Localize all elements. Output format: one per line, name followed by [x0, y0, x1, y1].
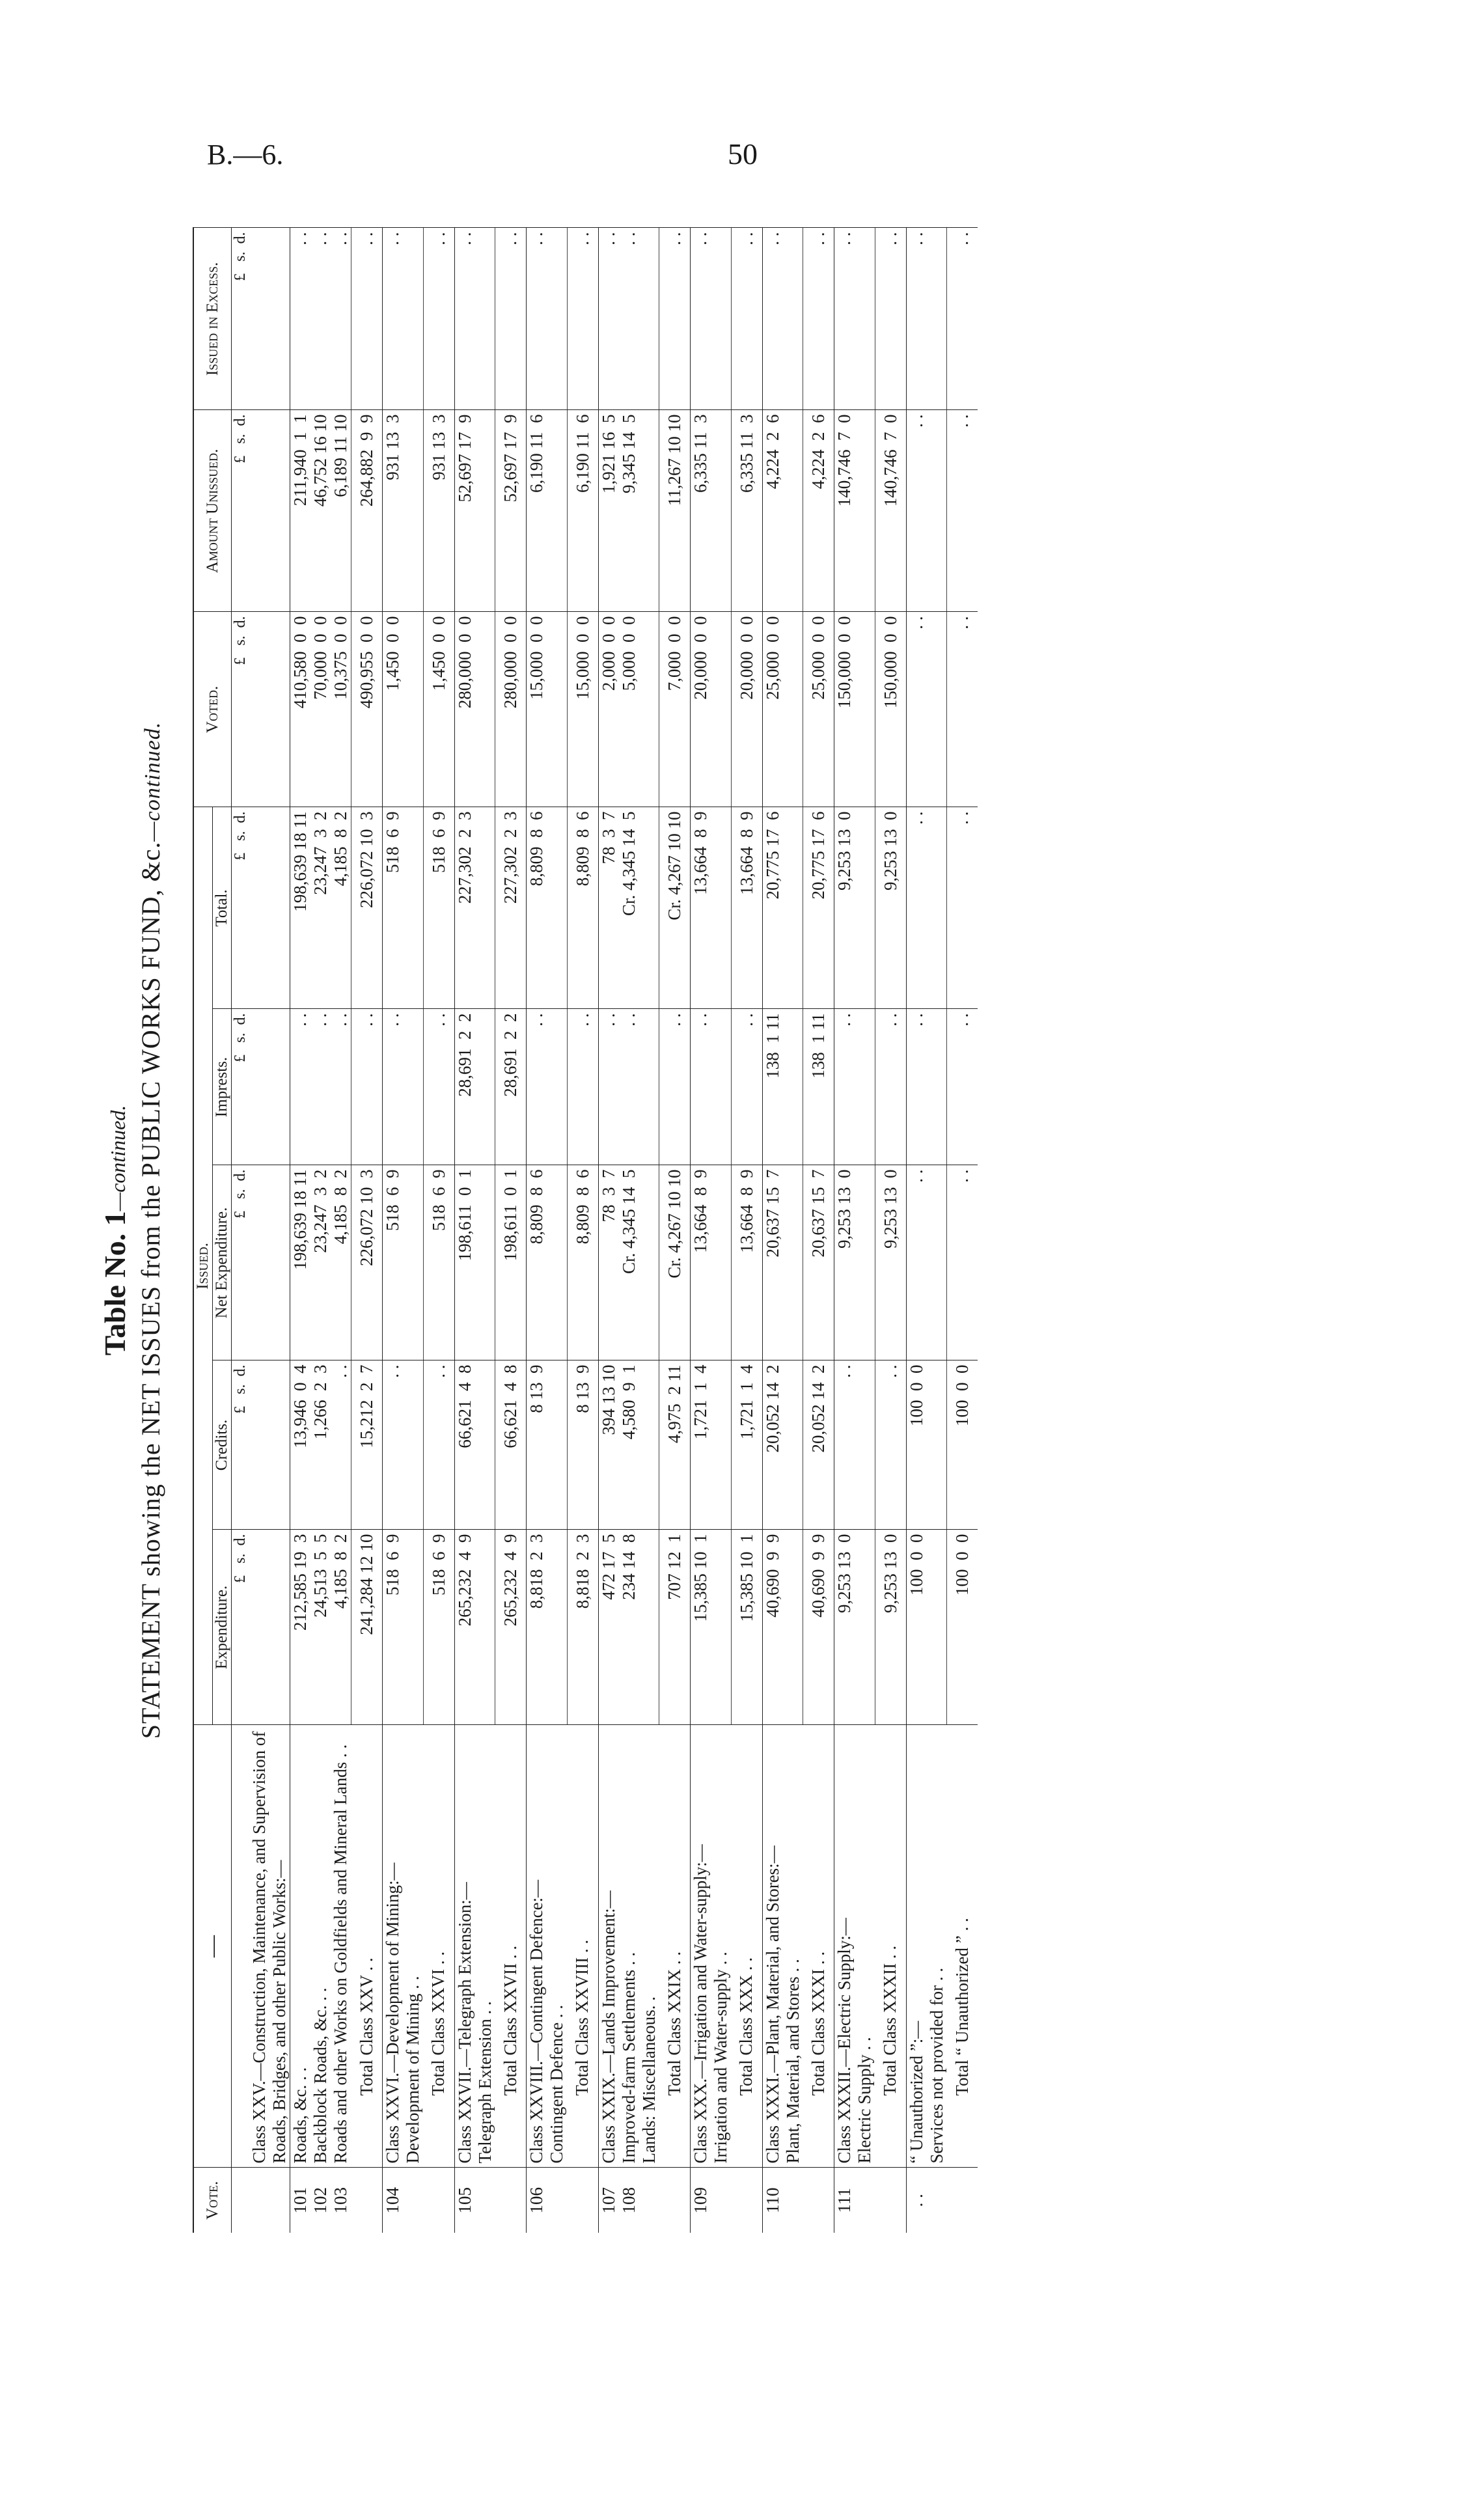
un-cell: 1,921 16 5 9,345 14 5	[598, 410, 659, 612]
exp-cell: 15,385 10 1	[731, 1530, 762, 1725]
vote-cell: 111	[834, 2168, 875, 2233]
col-credits: Credits.	[213, 1360, 232, 1530]
units-label: £ s. d.	[232, 612, 250, 807]
net-cell: 8,809 8 6	[527, 1165, 568, 1360]
col-excess: Issued in Excess.	[193, 228, 232, 410]
vote-cell	[659, 2168, 691, 2233]
ex-cell: . .	[691, 228, 732, 410]
exp-cell: 518 6 9	[383, 1530, 424, 1725]
description-cell: Class XXXII.—Electric Supply:— Electric Supply . .	[834, 1725, 875, 2168]
exp-cell: 265,232 4 9	[495, 1530, 527, 1725]
vote-cell	[731, 2168, 762, 2233]
exp-cell: 8,818 2 3	[527, 1530, 568, 1725]
ex-cell: . .	[351, 228, 383, 410]
description-cell: Total Class XXVI . .	[423, 1725, 454, 2168]
tot-cell: 9,253 13 0	[834, 807, 875, 1009]
net-cell: 198,611 0 1	[454, 1165, 495, 1360]
ex-cell: . .	[947, 228, 978, 410]
col-voted: Voted.	[193, 612, 232, 807]
total-row	[659, 228, 691, 2233]
exp-cell: 15,385 10 1	[691, 1530, 732, 1725]
table-title: Table No. 1—continued.	[98, 1105, 131, 1356]
net-cell: 78 3 7 Cr. 4,345 14 5	[598, 1165, 659, 1360]
page-ref: B.—6.	[207, 139, 284, 171]
vote-cell	[947, 2168, 978, 2233]
net-cell: 518 6 9	[383, 1165, 424, 1360]
vote-cell	[875, 2168, 906, 2233]
vot-cell: 20,000 0 0	[731, 612, 762, 807]
description-cell: Total Class XXVII . .	[495, 1725, 527, 2168]
ex-cell: . .	[875, 228, 906, 410]
un-cell: 140,746 7 0	[834, 410, 875, 612]
ex-cell: . . . .	[598, 228, 659, 410]
vot-cell: 150,000 0 0	[875, 612, 906, 807]
col-imprests: Imprests.	[213, 1009, 232, 1165]
net-cell: Cr. 4,267 10 10	[659, 1165, 691, 1360]
table-row	[834, 228, 875, 2233]
un-cell: 6,190 11 6	[527, 410, 568, 612]
un-cell: 6,335 11 3	[691, 410, 732, 612]
net-cell: 8,809 8 6	[567, 1165, 598, 1360]
ex-cell: . .	[803, 228, 834, 410]
vote-cell: 104	[383, 2168, 424, 2233]
un-cell: 931 13 3	[423, 410, 454, 612]
vote-cell	[567, 2168, 598, 2233]
description-cell: Class XXIX.—Lands Improvement:— Improved-farm Settlements . . Lands: Miscellaneous. .	[598, 1725, 659, 2168]
un-cell: 52,697 17 9	[454, 410, 495, 612]
imp-cell: . .	[567, 1009, 598, 1165]
total-row	[803, 228, 834, 2233]
description-cell: Roads, &c. . . Backblock Roads, &c. . . Roads and other Works on Goldfields and Mineral Lands . .	[290, 1725, 351, 2168]
tot-cell: 8,809 8 6	[567, 807, 598, 1009]
description-cell: Total Class XXX . .	[731, 1725, 762, 2168]
cred-cell: 20,052 14 2	[803, 1360, 834, 1530]
tot-cell: 518 6 9	[423, 807, 454, 1009]
table-row	[691, 228, 732, 2233]
units-label: £ s. d.	[232, 228, 250, 410]
cred-cell: 1,721 1 4	[731, 1360, 762, 1530]
cred-cell	[249, 1360, 290, 1530]
imp-cell: 28,691 2 2	[454, 1009, 495, 1165]
description-cell: Class XXVI.—Development of Mining:— Development of Mining . .	[383, 1725, 424, 2168]
exp-cell	[249, 1530, 290, 1725]
imp-cell: . .	[906, 1009, 947, 1165]
table-row	[527, 228, 568, 2233]
units-label: £ s. d.	[232, 807, 250, 1009]
net-cell: . .	[947, 1165, 978, 1360]
vot-cell: 1,450 0 0	[423, 612, 454, 807]
units-label: £ s. d.	[232, 1009, 250, 1165]
tot-cell: 518 6 9	[383, 807, 424, 1009]
table-row	[454, 228, 495, 2233]
exp-cell: 9,253 13 0	[834, 1530, 875, 1725]
col-expenditure: Expenditure.	[213, 1530, 232, 1725]
total-row	[875, 228, 906, 2233]
col-vote: Vote.	[193, 2168, 232, 2233]
col-issued: Issued.	[193, 807, 213, 1725]
vot-cell: 25,000 0 0	[762, 612, 803, 807]
vot-cell: 20,000 0 0	[691, 612, 732, 807]
un-cell: 931 13 3	[383, 410, 424, 612]
un-cell: 4,224 2 6	[803, 410, 834, 612]
ex-cell: . .	[383, 228, 424, 410]
ex-cell: . .	[762, 228, 803, 410]
tot-cell: 13,664 8 9	[731, 807, 762, 1009]
table-subtitle: STATEMENT showing the NET ISSUES from the PUBLIC WORKS FUND, &c.—continued.	[136, 721, 165, 1739]
vote-cell: 109	[691, 2168, 732, 2233]
col-unissued: Amount Unissued.	[193, 410, 232, 612]
tot-cell: 78 3 7 Cr. 4,345 14 5	[598, 807, 659, 1009]
vote-cell: 110	[762, 2168, 803, 2233]
exp-cell: 212,585 19 3 24,513 5 5 4,185 8 2	[290, 1530, 351, 1725]
cred-cell: 66,621 4 8	[495, 1360, 527, 1530]
tot-cell	[249, 807, 290, 1009]
exp-cell: 707 12 1	[659, 1530, 691, 1725]
imp-cell: 28,691 2 2	[495, 1009, 527, 1165]
net-cell: 13,664 8 9	[691, 1165, 732, 1360]
imp-cell: 138 1 11	[762, 1009, 803, 1165]
ex-cell: . .	[423, 228, 454, 410]
vote-cell: . .	[906, 2168, 947, 2233]
net-cell: 20,637 15 7	[803, 1165, 834, 1360]
net-cell: 198,611 0 1	[495, 1165, 527, 1360]
description-cell: Total Class XXVIII . .	[567, 1725, 598, 2168]
ex-cell: . . . . . .	[290, 228, 351, 410]
rotated-table-page	[98, 228, 1347, 2233]
ex-cell: . .	[659, 228, 691, 410]
un-cell: 140,746 7 0	[875, 410, 906, 612]
un-cell: 264,882 9 9	[351, 410, 383, 612]
exp-cell: 100 0 0	[947, 1530, 978, 1725]
exp-cell: 40,690 9 9	[762, 1530, 803, 1725]
cred-cell: 4,975 2 11	[659, 1360, 691, 1530]
imp-cell	[249, 1009, 290, 1165]
net-cell	[249, 1165, 290, 1360]
vote-cell: 105	[454, 2168, 495, 2233]
exp-cell: 8,818 2 3	[567, 1530, 598, 1725]
tot-cell: . .	[947, 807, 978, 1009]
units-row	[232, 228, 250, 2233]
un-cell	[249, 410, 290, 612]
imp-cell: . .	[947, 1009, 978, 1165]
un-cell: 11,267 10 10	[659, 410, 691, 612]
description-cell: Total Class XXXII . .	[875, 1725, 906, 2168]
cred-cell: . .	[875, 1360, 906, 1530]
exp-cell: 40,690 9 9	[803, 1530, 834, 1725]
ex-cell: . .	[495, 228, 527, 410]
net-issues-table	[193, 227, 978, 2233]
ex-cell: . .	[454, 228, 495, 410]
net-cell: 9,253 13 0	[875, 1165, 906, 1360]
ex-cell: . .	[906, 228, 947, 410]
imp-cell: . .	[527, 1009, 568, 1165]
exp-cell: 472 17 5 234 14 8	[598, 1530, 659, 1725]
imp-cell: 138 1 11	[803, 1009, 834, 1165]
table-body	[232, 228, 978, 2233]
cred-cell: 100 0 0	[906, 1360, 947, 1530]
vot-cell: 150,000 0 0	[834, 612, 875, 807]
description-cell: Total Class XXIX . .	[659, 1725, 691, 2168]
vote-cell	[351, 2168, 383, 2233]
net-cell: 13,664 8 9	[731, 1165, 762, 1360]
exp-cell: 241,284 12 10	[351, 1530, 383, 1725]
ex-cell	[249, 228, 290, 410]
total-row	[495, 228, 527, 2233]
net-cell: . .	[906, 1165, 947, 1360]
tot-cell: 8,809 8 6	[527, 807, 568, 1009]
cred-cell: . .	[383, 1360, 424, 1530]
col-net-expenditure: Net Expenditure.	[213, 1165, 232, 1360]
cred-cell: 1,721 1 4	[691, 1360, 732, 1530]
imp-cell: . . . . . .	[290, 1009, 351, 1165]
net-cell: 20,637 15 7	[762, 1165, 803, 1360]
tot-cell: 227,302 2 3	[495, 807, 527, 1009]
description-cell: Total “ Unauthorized ” . .	[947, 1725, 978, 2168]
vote-cell	[423, 2168, 454, 2233]
table-row	[762, 228, 803, 2233]
imp-cell: . .	[351, 1009, 383, 1165]
ex-cell: . .	[834, 228, 875, 410]
net-cell: 9,253 13 0	[834, 1165, 875, 1360]
vote-cell: 106	[527, 2168, 568, 2233]
tot-cell: 20,775 17 6	[762, 807, 803, 1009]
description-cell: “ Unauthorized ”:— Services not provided for . .	[906, 1725, 947, 2168]
tot-cell: 13,664 8 9	[691, 807, 732, 1009]
net-cell: 518 6 9	[423, 1165, 454, 1360]
col-total: Total.	[213, 807, 232, 1009]
tot-cell: 20,775 17 6	[803, 807, 834, 1009]
units-label: £ s. d.	[232, 410, 250, 612]
imp-cell: . .	[875, 1009, 906, 1165]
units-label: £ s. d.	[232, 1360, 250, 1530]
cred-cell: 100 0 0	[947, 1360, 978, 1530]
vot-cell: 15,000 0 0	[527, 612, 568, 807]
cred-cell: 66,621 4 8	[454, 1360, 495, 1530]
total-row	[567, 228, 598, 2233]
cred-cell: 394 13 10 4,580 9 1	[598, 1360, 659, 1530]
table-row	[290, 228, 351, 2233]
vote-cell	[803, 2168, 834, 2233]
imp-cell: . .	[383, 1009, 424, 1165]
imp-cell: . .	[659, 1009, 691, 1165]
description-cell: Class XXXI.—Plant, Material, and Stores:— Plant, Material, and Stores . .	[762, 1725, 803, 2168]
exp-cell: 265,232 4 9	[454, 1530, 495, 1725]
description-cell: Class XXV.—Construction, Maintenance, and Supervision of Roads, Bridges, and other Public Works:—	[249, 1725, 290, 2168]
vot-cell: 490,955 0 0	[351, 612, 383, 807]
units-label: £ s. d.	[232, 1530, 250, 1725]
net-cell: 198,639 18 11 23,247 3 2 4,185 8 2	[290, 1165, 351, 1360]
exp-cell: 9,253 13 0	[875, 1530, 906, 1725]
table-row	[906, 228, 947, 2233]
vote-cell: 101 102 103	[290, 2168, 351, 2233]
vot-cell: 2,000 0 0 5,000 0 0	[598, 612, 659, 807]
description-cell: Class XXX.—Irrigation and Water-supply:— Irrigation and Water-supply . .	[691, 1725, 732, 2168]
total-row	[423, 228, 454, 2233]
un-cell: 211,940 1 1 46,752 16 10 6,189 11 10	[290, 410, 351, 612]
col-description: —	[193, 1725, 232, 2168]
description-cell: Class XXVII.—Telegraph Extension:— Telegraph Extension . .	[454, 1725, 495, 2168]
cred-cell: 8 13 9	[527, 1360, 568, 1530]
vote-cell	[249, 2168, 290, 2233]
vote-cell: 107 108	[598, 2168, 659, 2233]
imp-cell: . .	[731, 1009, 762, 1165]
vot-cell: 15,000 0 0	[567, 612, 598, 807]
description-cell: Total Class XXV . .	[351, 1725, 383, 2168]
vot-cell: 1,450 0 0	[383, 612, 424, 807]
page-number: 50	[728, 137, 758, 171]
exp-cell: 518 6 9	[423, 1530, 454, 1725]
cred-cell: 15,212 2 7	[351, 1360, 383, 1530]
un-cell: 6,335 11 3	[731, 410, 762, 612]
imp-cell: . .	[834, 1009, 875, 1165]
cred-cell: . .	[423, 1360, 454, 1530]
vot-cell	[249, 612, 290, 807]
table-row	[249, 228, 290, 2233]
vote-cell	[495, 2168, 527, 2233]
description-cell: Total Class XXXI . .	[803, 1725, 834, 2168]
un-cell: 6,190 11 6	[567, 410, 598, 612]
tot-cell: 9,253 13 0	[875, 807, 906, 1009]
cred-cell: 20,052 14 2	[762, 1360, 803, 1530]
tot-cell: 226,072 10 3	[351, 807, 383, 1009]
tot-cell: 227,302 2 3	[454, 807, 495, 1009]
net-cell: 226,072 10 3	[351, 1165, 383, 1360]
ex-cell: . .	[731, 228, 762, 410]
vot-cell: 25,000 0 0	[803, 612, 834, 807]
cred-cell: . .	[834, 1360, 875, 1530]
un-cell: . .	[947, 410, 978, 612]
un-cell: . .	[906, 410, 947, 612]
imp-cell: . .	[691, 1009, 732, 1165]
un-cell: 52,697 17 9	[495, 410, 527, 612]
tot-cell: 198,639 18 11 23,247 3 2 4,185 8 2	[290, 807, 351, 1009]
vot-cell: 7,000 0 0	[659, 612, 691, 807]
table-row	[383, 228, 424, 2233]
units-label: £ s. d.	[232, 1165, 250, 1360]
imp-cell: . .	[423, 1009, 454, 1165]
vot-cell: 280,000 0 0	[495, 612, 527, 807]
description-cell: Class XXVIII.—Contingent Defence:— Contingent Defence . .	[527, 1725, 568, 2168]
vot-cell: . .	[906, 612, 947, 807]
un-cell: 4,224 2 6	[762, 410, 803, 612]
imp-cell: . . . .	[598, 1009, 659, 1165]
tot-cell: Cr. 4,267 10 10	[659, 807, 691, 1009]
exp-cell: 100 0 0	[906, 1530, 947, 1725]
cred-cell: 13,946 0 4 1,266 2 3 . .	[290, 1360, 351, 1530]
total-row	[731, 228, 762, 2233]
cred-cell: 8 13 9	[567, 1360, 598, 1530]
vot-cell: 280,000 0 0	[454, 612, 495, 807]
total-row	[351, 228, 383, 2233]
table-row	[598, 228, 659, 2233]
vot-cell: 410,580 0 0 70,000 0 0 10,375 0 0	[290, 612, 351, 807]
ex-cell: . .	[567, 228, 598, 410]
total-row	[947, 228, 978, 2233]
vot-cell: . .	[947, 612, 978, 807]
ex-cell: . .	[527, 228, 568, 410]
tot-cell: . .	[906, 807, 947, 1009]
